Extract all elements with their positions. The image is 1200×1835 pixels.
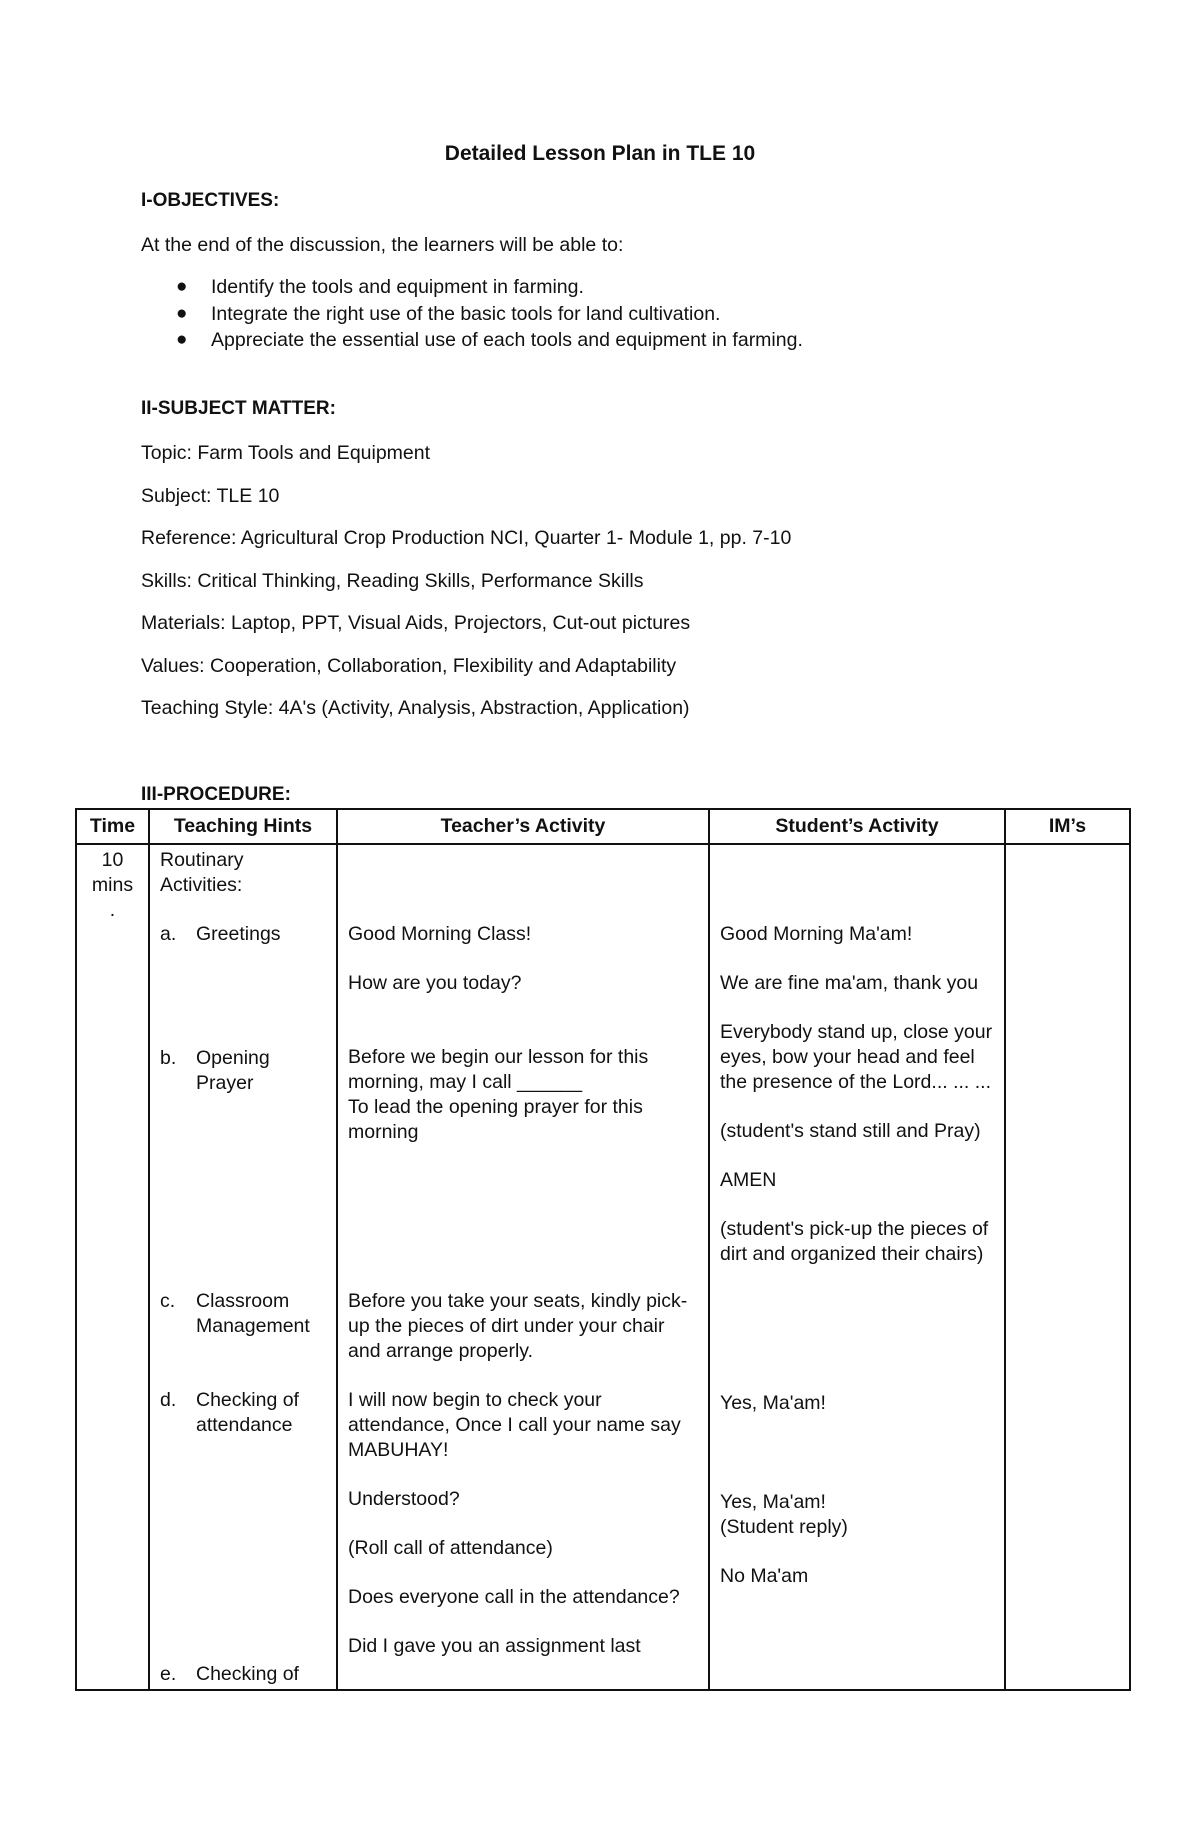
teacher-prayer-1: Before we begin our lesson for this morning, may I call ______ [348,1046,649,1093]
student-greet-2: We are fine ma'am, thank you [720,972,979,994]
teacher-greet-1: Good Morning Class! [348,923,532,945]
subject-line: Reference: Agricultural Crop Production NCI, Quarter 1- Module 1, pp. 7-10 [141,527,792,549]
student-attend-1: Yes, Ma'am! [720,1392,826,1414]
col-teaching-hints: Teaching Hints [149,809,337,844]
col-ims: IM’s [1005,809,1130,844]
teacher-attend-3: (Roll call of attendance) [348,1537,553,1559]
teaching-hints-cell [149,844,337,1690]
subject-line: Teaching Style: 4A's (Activity, Analysis, Abstraction, Application) [141,697,690,719]
teacher-assign: Did I gave you an assignment last [348,1635,641,1657]
table-header-row [76,809,1130,844]
teacher-manage: Before you take your seats, kindly pick-up the pieces of dirt under your chair and arrange properly. [348,1290,688,1362]
teacher-attend-4: Does everyone call in the attendance? [348,1586,680,1608]
document-title: Detailed Lesson Plan in TLE 10 [444,142,756,165]
table-row [76,844,1130,1690]
teacher-activity-cell [337,844,709,1690]
teacher-prayer-2: To lead the opening prayer for this morning [348,1096,643,1143]
subject-line: Materials: Laptop, PPT, Visual Aids, Projectors, Cut-out pictures [141,612,691,634]
hint-checking-assignment: e. Checking of [160,1663,299,1685]
student-attend-2: Yes, Ma'am! [720,1491,826,1513]
objectives-list [141,274,803,354]
student-activity-cell [709,844,1005,1690]
hint-classroom-management: c. Classroom Management [160,1290,310,1337]
time-cell: 10 mins . [76,844,149,1690]
subject-matter-heading: II-SUBJECT MATTER: [141,398,336,419]
hint-opening-prayer: b. Opening Prayer [160,1047,270,1094]
procedure-heading: III-PROCEDURE: [141,784,291,805]
bullet-icon: ● [176,302,188,324]
subject-line: Values: Cooperation, Collaboration, Flexibility and Adaptability [141,654,677,677]
student-prayer-3: AMEN [720,1169,777,1191]
teacher-attend-2: Understood? [348,1488,460,1510]
ims-cell [1005,844,1130,1690]
student-attend-3: (Student reply) [720,1516,848,1538]
list-item: ● Integrate the right use of the basic tools for land cultivation. [141,301,803,328]
list-item: ● Identify the tools and equipment in farming. [141,274,803,301]
hint-checking-attendance: d. Checking of attendance [160,1389,299,1436]
subject-line: Skills: Critical Thinking, Reading Skills, Performance Skills [141,569,644,592]
hint-greetings: a. Greetings [160,923,281,945]
student-greet-1: Good Morning Ma'am! [720,923,913,945]
teacher-greet-2: How are you today? [348,972,522,994]
teacher-attend-1: I will now begin to check your attendance, Once I call your name say MABUHAY! [348,1389,681,1461]
col-student-activity: Student’s Activity [709,809,1005,844]
routinary-label: Routinary Activities: [160,849,244,896]
col-time: Time [76,809,149,844]
subject-matter-list [141,440,791,738]
bullet-icon: ● [176,329,188,350]
objectives-heading: I-OBJECTIVES: [141,190,280,211]
subject-line: Topic: Farm Tools and Equipment [141,442,431,464]
student-manage: (student's pick-up the pieces of dirt and organized their chairs) [720,1218,989,1265]
bullet-icon: ● [176,276,188,297]
procedure-table [75,808,1131,1691]
student-prayer-2: (student's stand still and Pray) [720,1120,981,1142]
student-prayer-1: Everybody stand up, close your eyes, bow your head and feel the presence of the Lord... ... ... [720,1021,993,1093]
student-assign: No Ma'am [720,1565,809,1587]
list-item: ● Appreciate the essential use of each tools and equipment in farming. [141,327,803,354]
subject-line: Subject: TLE 10 [141,484,280,507]
objectives-intro: At the end of the discussion, the learners will be able to: [141,234,624,256]
col-teacher-activity: Teacher’s Activity [337,809,709,844]
